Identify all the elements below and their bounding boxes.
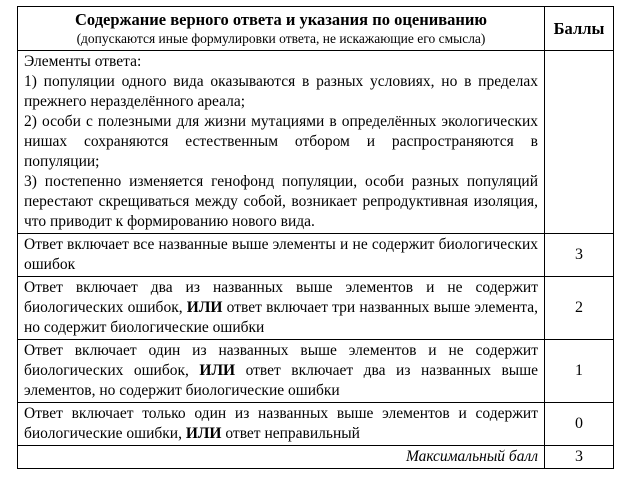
criteria-text-part: Ответ включает все названные выше элементы и не содержит биологических ошибок <box>24 236 538 273</box>
criteria-score: 2 <box>545 277 614 340</box>
max-score-label: Максимальный балл <box>18 446 545 469</box>
answer-elements-row <box>18 51 614 234</box>
criteria-score: 0 <box>545 403 614 446</box>
criteria-row <box>18 403 614 446</box>
answer-item: 3) постепенно изменяется генофонд популяции, особи разных популяций перестают скрещиваться между собой, возникает репродуктивная изоляция, что приводит к формированию нового вида. <box>24 173 538 230</box>
criteria-row <box>18 340 614 403</box>
criteria-text <box>18 277 545 340</box>
answer-score-blank <box>545 51 614 234</box>
grading-table <box>17 6 614 469</box>
criteria-score: 1 <box>545 340 614 403</box>
criteria-text-part: Ответ включает два из названных выше элементов и не содержит биологических ошибок, <box>24 279 538 316</box>
score-column-header: Баллы <box>545 7 614 51</box>
criteria-text-part: ответ включает три названных выше элемента, но содержит биологические ошибки <box>24 299 539 336</box>
max-score-value: 3 <box>545 446 614 469</box>
header-cell <box>18 7 545 51</box>
criteria-text-part: Ответ включает только один из названных выше элементов и содержит биологические ошибки, <box>24 405 538 442</box>
criteria-text <box>18 340 545 403</box>
answer-item: 1) популяции одного вида оказываются в разных условиях, но в пределах прежнего неразделённого ареала; <box>24 73 538 110</box>
criteria-text <box>18 403 545 446</box>
criteria-text-part: ответ неправильный <box>225 425 360 442</box>
criteria-connector: ИЛИ <box>185 425 222 442</box>
header-row <box>18 7 614 51</box>
criteria-row <box>18 277 614 340</box>
grading-sheet <box>17 6 613 469</box>
table-subtitle: (допускаются иные формулировки ответа, не искажающие его смысла) <box>76 31 486 46</box>
criteria-connector: ИЛИ <box>199 362 236 379</box>
criteria-row <box>18 234 614 277</box>
criteria-score: 3 <box>545 234 614 277</box>
answer-elements-cell <box>18 51 545 234</box>
answer-item: 2) особи с полезными для жизни мутациями в определённых экологических нишах сохраняются естественным отбором и распространяются в популяции; <box>24 113 538 170</box>
criteria-text-part: Ответ включает один из названных выше элементов и не содержит биологических ошибок, <box>24 342 538 379</box>
answer-intro: Элементы ответа: <box>24 53 142 70</box>
criteria-text <box>18 234 545 277</box>
max-score-row <box>18 446 614 469</box>
table-title: Содержание верного ответа и указания по оцениванию <box>75 10 487 29</box>
criteria-connector: ИЛИ <box>186 299 223 316</box>
criteria-text-part: ответ включает два из названных выше элементов, но содержит биологические ошибки <box>24 362 539 399</box>
